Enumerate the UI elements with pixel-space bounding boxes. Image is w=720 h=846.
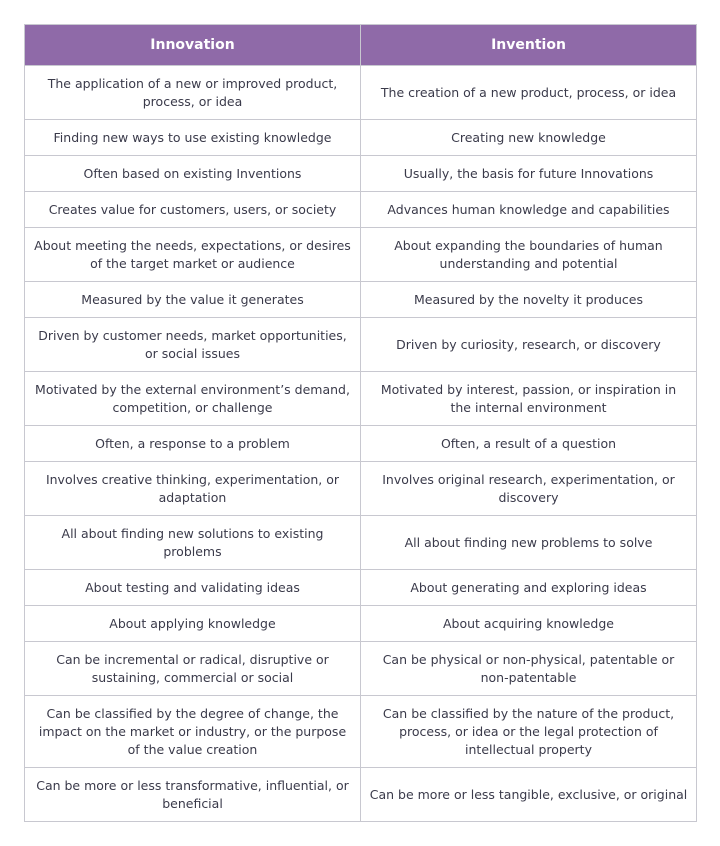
innovation-cell: Driven by customer needs, market opportunities, or social issues bbox=[25, 318, 361, 372]
comparison-table-wrapper bbox=[24, 24, 696, 822]
innovation-cell: Involves creative thinking, experimentation, or adaptation bbox=[25, 462, 361, 516]
table-row bbox=[25, 570, 697, 606]
header-invention: Invention bbox=[361, 25, 697, 66]
invention-cell: Usually, the basis for future Innovations bbox=[361, 156, 697, 192]
innovation-cell: The application of a new or improved product, process, or idea bbox=[25, 66, 361, 120]
table-row bbox=[25, 606, 697, 642]
innovation-cell: Can be incremental or radical, disruptive or sustaining, commercial or social bbox=[25, 642, 361, 696]
invention-cell: Motivated by interest, passion, or inspiration in the internal environment bbox=[361, 372, 697, 426]
table-row bbox=[25, 228, 697, 282]
innovation-cell: About applying knowledge bbox=[25, 606, 361, 642]
innovation-cell: Often based on existing Inventions bbox=[25, 156, 361, 192]
table-body bbox=[25, 66, 697, 822]
table-row bbox=[25, 696, 697, 768]
invention-cell: Measured by the novelty it produces bbox=[361, 282, 697, 318]
invention-cell: About expanding the boundaries of human understanding and potential bbox=[361, 228, 697, 282]
comparison-table bbox=[24, 24, 697, 822]
table-row bbox=[25, 462, 697, 516]
invention-cell: Involves original research, experimentation, or discovery bbox=[361, 462, 697, 516]
invention-cell: Creating new knowledge bbox=[361, 120, 697, 156]
invention-cell: All about finding new problems to solve bbox=[361, 516, 697, 570]
innovation-cell: Often, a response to a problem bbox=[25, 426, 361, 462]
table-header bbox=[25, 25, 697, 66]
innovation-cell: Motivated by the external environment’s demand, competition, or challenge bbox=[25, 372, 361, 426]
invention-cell: Advances human knowledge and capabilities bbox=[361, 192, 697, 228]
invention-cell: About generating and exploring ideas bbox=[361, 570, 697, 606]
invention-cell: Can be classified by the nature of the product, process, or idea or the legal protection of intellectual property bbox=[361, 696, 697, 768]
innovation-cell: Creates value for customers, users, or society bbox=[25, 192, 361, 228]
header-row bbox=[25, 25, 697, 66]
table-row bbox=[25, 426, 697, 462]
table-row bbox=[25, 120, 697, 156]
table-row bbox=[25, 372, 697, 426]
invention-cell: Can be physical or non-physical, patentable or non-patentable bbox=[361, 642, 697, 696]
invention-cell: About acquiring knowledge bbox=[361, 606, 697, 642]
invention-cell: The creation of a new product, process, or idea bbox=[361, 66, 697, 120]
table-row bbox=[25, 192, 697, 228]
innovation-cell: All about finding new solutions to existing problems bbox=[25, 516, 361, 570]
invention-cell: Often, a result of a question bbox=[361, 426, 697, 462]
table-row bbox=[25, 642, 697, 696]
innovation-cell: Can be more or less transformative, influential, or beneficial bbox=[25, 768, 361, 822]
innovation-cell: About meeting the needs, expectations, or desires of the target market or audience bbox=[25, 228, 361, 282]
table-row bbox=[25, 768, 697, 822]
table-row bbox=[25, 66, 697, 120]
table-row bbox=[25, 282, 697, 318]
innovation-cell: Measured by the value it generates bbox=[25, 282, 361, 318]
header-innovation: Innovation bbox=[25, 25, 361, 66]
innovation-cell: Can be classified by the degree of change, the impact on the market or industry, or the purpose of the value creation bbox=[25, 696, 361, 768]
innovation-cell: Finding new ways to use existing knowledge bbox=[25, 120, 361, 156]
table-row bbox=[25, 318, 697, 372]
invention-cell: Driven by curiosity, research, or discovery bbox=[361, 318, 697, 372]
invention-cell: Can be more or less tangible, exclusive, or original bbox=[361, 768, 697, 822]
table-row bbox=[25, 156, 697, 192]
table-row bbox=[25, 516, 697, 570]
innovation-cell: About testing and validating ideas bbox=[25, 570, 361, 606]
